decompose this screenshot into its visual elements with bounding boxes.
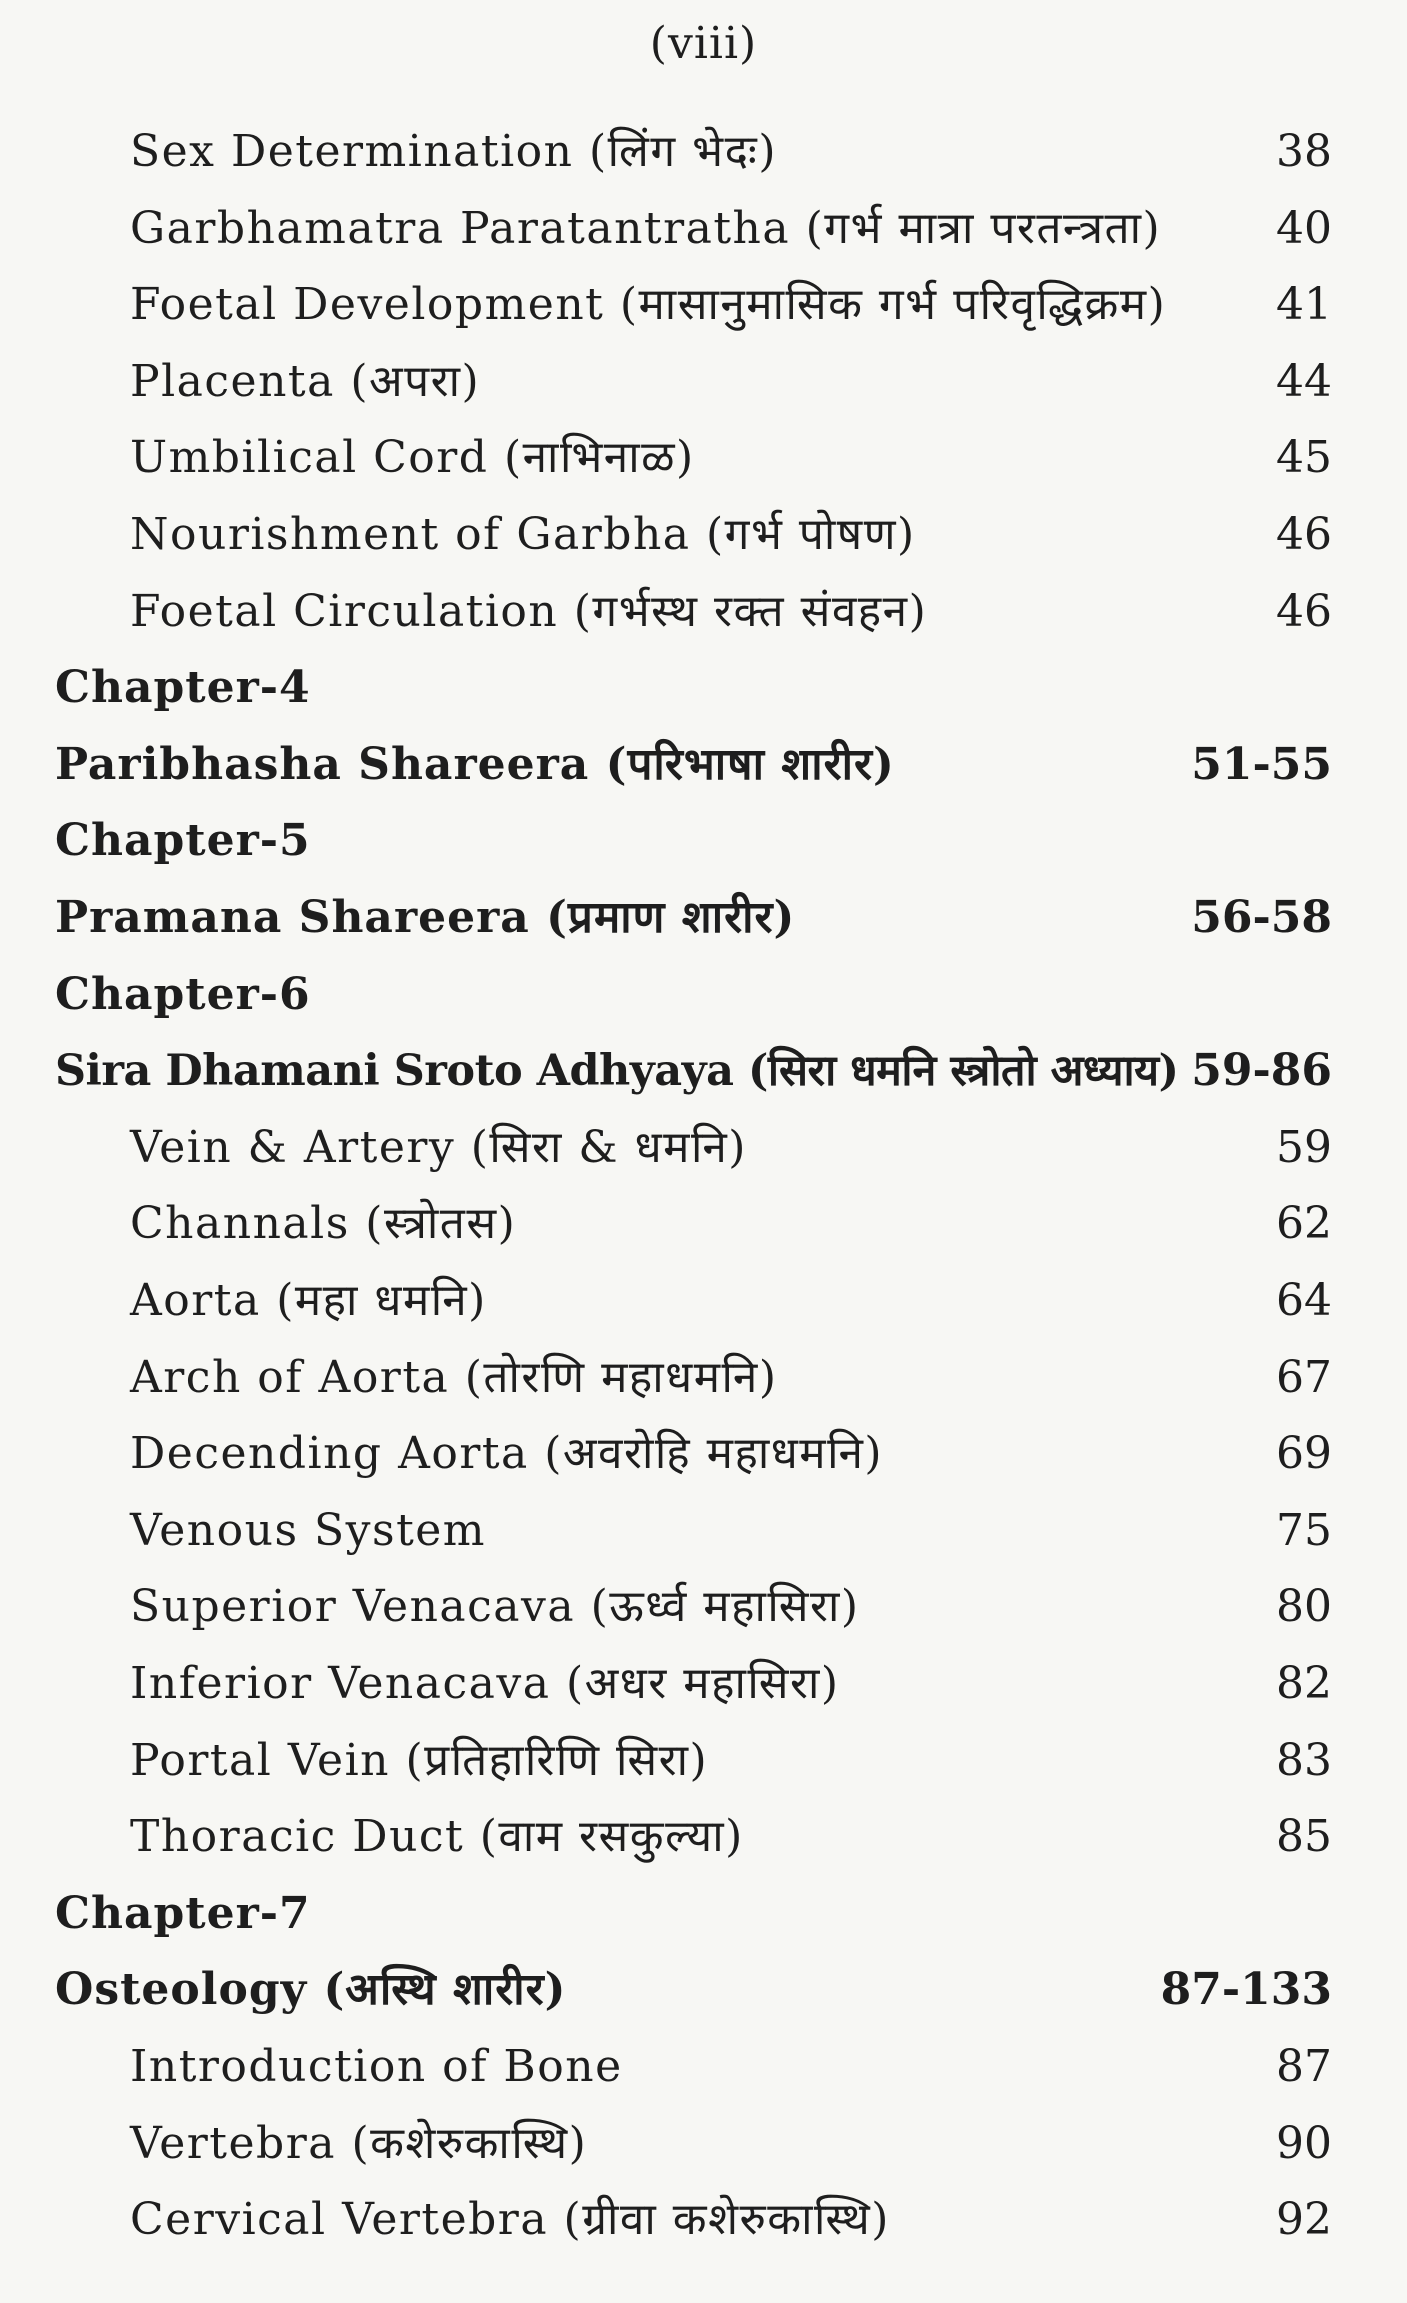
entry-label: Aorta (महा धमनि) xyxy=(130,1275,487,1326)
toc-entry xyxy=(0,499,1407,571)
entry-page-number: 51-55 xyxy=(1191,738,1332,790)
entry-label: Superior Venacava (ऊर्ध्व महासिरा) xyxy=(130,1581,860,1633)
chapter-title-entry xyxy=(0,882,1407,954)
toc-entry xyxy=(0,1495,1407,1567)
entry-label: Placenta (अपरा) xyxy=(130,355,481,407)
entry-page-number: 38 xyxy=(1276,126,1332,177)
toc-entry xyxy=(0,1188,1407,1260)
entry-page-number: 92 xyxy=(1276,2194,1332,2246)
entry-page-number: 87 xyxy=(1276,2041,1332,2092)
toc-entry xyxy=(0,1418,1407,1490)
chapter-heading xyxy=(0,805,1407,877)
entry-page-number: 62 xyxy=(1276,1198,1332,1250)
entry-label: Sex Determination (लिंग भेदः) xyxy=(130,126,777,177)
toc-entry xyxy=(0,1801,1407,1873)
entry-label: Introduction of Bone xyxy=(130,2041,623,2092)
toc-entry xyxy=(0,346,1407,418)
entry-label: Foetal Development (मासानुमासिक गर्भ परिवृद्धिक्रम) xyxy=(130,279,1167,331)
entry-label: Osteology (अस्थि शारीर) xyxy=(55,1964,567,2016)
entry-label: Nourishment of Garbha (गर्भ पोषण) xyxy=(130,509,916,560)
entry-label: Channals (स्त्रोतस) xyxy=(130,1198,517,1250)
entry-page-number: 85 xyxy=(1276,1811,1332,1863)
entry-page-number: 64 xyxy=(1276,1275,1332,1326)
entry-page-number: 40 xyxy=(1276,202,1332,254)
toc-entry xyxy=(0,576,1407,648)
entry-label: Pramana Shareera (प्रमाण शारीर) xyxy=(55,892,796,943)
entry-label: Umbilical Cord (नाभिनाळ) xyxy=(130,432,695,484)
entry-label: Chapter-5 xyxy=(55,815,311,867)
chapter-heading xyxy=(0,959,1407,1031)
entry-label: Sira Dhamani Sroto Adhyaya (सिरा धमनि स्त्रोतो अध्याय) xyxy=(55,1046,1179,1097)
entry-page-number: 83 xyxy=(1276,1734,1332,1786)
entry-page-number: 41 xyxy=(1276,279,1332,331)
entry-label: Portal Vein (प्रतिहारिणि सिरा) xyxy=(130,1734,709,1786)
entry-page-number: 90 xyxy=(1276,2117,1332,2169)
toc-entry xyxy=(0,2031,1407,2103)
toc-entry xyxy=(0,1648,1407,1720)
chapter-title-entry xyxy=(0,729,1407,801)
entry-page-number: 82 xyxy=(1276,1658,1332,1709)
entry-label: Paribhasha Shareera (परिभाषा शारीर) xyxy=(55,738,895,790)
entry-page-number: 67 xyxy=(1276,1351,1332,1403)
chapter-heading xyxy=(0,652,1407,724)
entry-page-number: 46 xyxy=(1276,509,1332,560)
toc-entry xyxy=(0,1342,1407,1414)
toc-entry xyxy=(0,193,1407,265)
entry-page-number: 69 xyxy=(1276,1428,1332,1480)
entry-page-number: 80 xyxy=(1276,1581,1332,1633)
entry-label: Chapter-4 xyxy=(55,662,311,714)
toc-entry xyxy=(0,1265,1407,1337)
entry-page-number: 45 xyxy=(1276,432,1332,484)
entry-page-number: 56-58 xyxy=(1191,892,1332,943)
page-number: (viii) xyxy=(649,18,758,69)
toc-entry xyxy=(0,269,1407,341)
entry-label: Venous System xyxy=(130,1504,487,1556)
toc-entry xyxy=(0,2108,1407,2180)
toc-entry xyxy=(0,1112,1407,1184)
chapter-title-entry xyxy=(0,1035,1407,1107)
entry-page-number: 44 xyxy=(1276,355,1332,407)
toc-entry xyxy=(0,116,1407,188)
entry-label: Arch of Aorta (तोरणि महाधमनि) xyxy=(130,1351,778,1403)
entry-label: Chapter-7 xyxy=(55,1887,311,1939)
entry-label: Vein & Artery (सिरा & धमनि) xyxy=(130,1121,747,1173)
entry-label: Inferior Venacava (अधर महासिरा) xyxy=(130,1658,840,1709)
entry-page-number: 59 xyxy=(1276,1121,1332,1173)
entry-label: Garbhamatra Paratantratha (गर्भ मात्रा परतन्त्रता) xyxy=(130,202,1162,254)
entry-label: Cervical Vertebra (ग्रीवा कशेरुकास्थि) xyxy=(130,2194,890,2246)
entry-page-number: 75 xyxy=(1276,1504,1332,1556)
toc-entry xyxy=(0,2184,1407,2256)
chapter-title-entry xyxy=(0,1954,1407,2026)
entry-page-number: 46 xyxy=(1276,585,1332,637)
entry-label: Vertebra (कशेरुकास्थि) xyxy=(130,2117,588,2169)
chapter-heading xyxy=(0,1878,1407,1950)
entry-label: Thoracic Duct (वाम रसकुल्या) xyxy=(130,1811,744,1863)
toc-entry xyxy=(0,1725,1407,1797)
toc-entry xyxy=(0,1571,1407,1643)
entry-page-number: 59-86 xyxy=(1191,1045,1332,1097)
entry-label: Decending Aorta (अवरोहि महाधमनि) xyxy=(130,1428,884,1480)
entry-page-number: 87-133 xyxy=(1160,1964,1332,2016)
entry-label: Foetal Circulation (गर्भस्थ रक्त संवहन) xyxy=(130,585,928,637)
toc-entry xyxy=(0,422,1407,494)
entry-label: Chapter-6 xyxy=(55,968,311,1020)
